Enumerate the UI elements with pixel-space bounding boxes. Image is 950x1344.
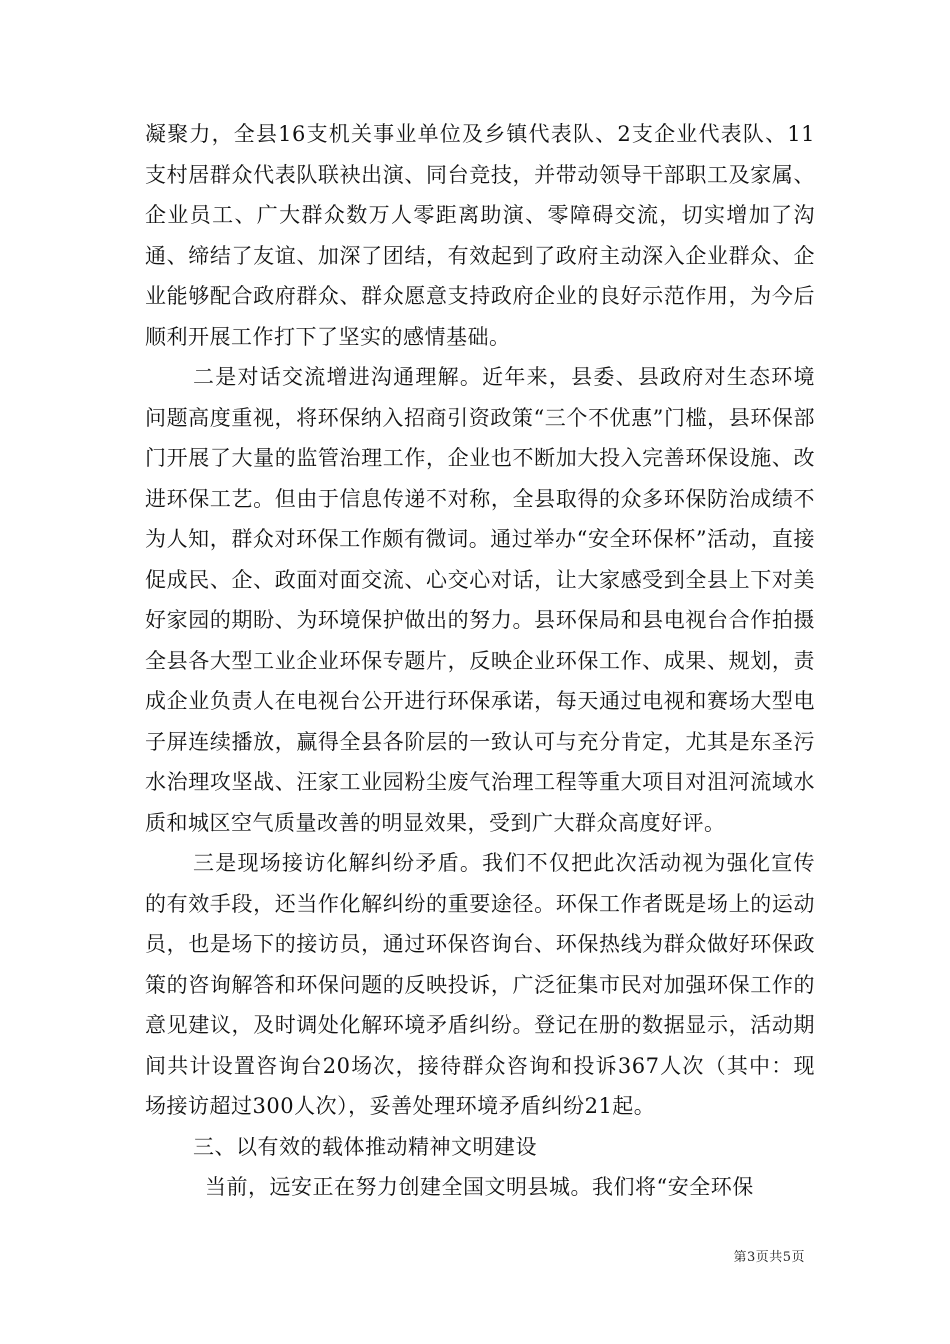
paragraph-dialogue-exchange: 二是对话交流增进沟通理解。近年来，县委、县政府对生态环境问题高度重视，将环保纳入招商引资政策“三个不优惠”门槛，县环保部门开展了大量的监管治理工作，企业也不断加大投入完善环保设施、改进环保工艺。但由于信息传递不对称，全县取得的众多环保防治成绩不为人知，群众对环保工作颇有微词。通过举办“安全环保杯”活动，直接促成民、企、政面对面交流、心交心对话，让大家感受到全县上下对美好家园的期盼、为环境保护做出的努力。县环保局和县电视台合作拍摄全县各大型工业企业环保专题片，反映企业环保工作、成果、规划，责成企业负责人在电视台公开进行环保承诺，每天通过电视和赛场大型电子屏连续播放，赢得全县各阶层的一致认可与充分肯定，尤其是东圣污水治理攻坚战、汪家工业园粉尘废气治理工程等重大项目对沮河流域水质和城区空气质量改善的明显效果，受到广大群众高度好评。 [145, 365, 815, 835]
page-indicator: 第3页共5页 [733, 1250, 805, 1265]
section-heading: 三、以有效的载体推动精神文明建设 [193, 1134, 537, 1159]
paragraph-civilization-intro: 当前，远安正在努力创建全国文明县城。我们将“安全环保 [205, 1175, 754, 1199]
paragraph-onsite-petition: 三是现场接访化解纠纷矛盾。我们不仅把此次活动视为强化宣传的有效手段，还当作化解纠纷的重要途径。环保工作者既是场上的运动员，也是场下的接访员，通过环保咨询台、环保热线为群众做好环保政策的咨询解答和环保问题的反映投诉，广泛征集市民对加强环保工作的意见建议，及时调处化解环境矛盾纠纷。登记在册的数据显示，活动期间共计设置咨询台20场次，接待群众咨询和投诉367人次（其中：现场接访超过300人次），妥善处理环境矛盾纠纷21起。 [145, 851, 815, 1118]
document-body [145, 114, 815, 1208]
paragraph-continuation: 凝聚力，全县16支机关事业单位及乡镇代表队、2支企业代表队、11支村居群众代表队联袂出演、同台竞技，并带动领导干部职工及家属、企业员工、广大群众数万人零距离助演、零障碍交流，切实增加了沟通、缔结了友谊、加深了团结，有效起到了政府主动深入企业群众、企业能够配合政府群众、群众愿意支持政府企业的良好示范作用，为今后顺利开展工作打下了坚实的感情基础。 [145, 122, 815, 349]
